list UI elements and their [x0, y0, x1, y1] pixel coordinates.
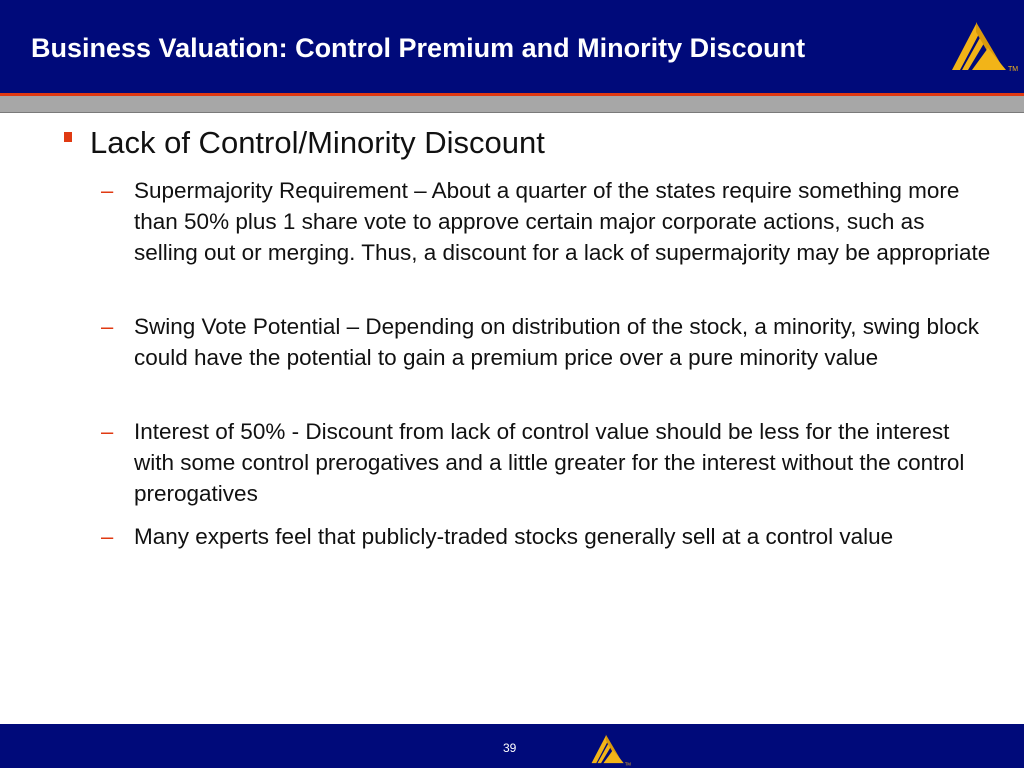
slide-title: Business Valuation: Control Premium and Minority Discount	[31, 33, 806, 63]
slide-header	[0, 0, 1024, 93]
dash-bullet-icon: –	[101, 524, 114, 549]
footer-logo	[588, 732, 632, 768]
logo-tm: TM	[1008, 66, 1019, 73]
header-divider	[0, 112, 1024, 113]
page-number: 39	[503, 741, 517, 755]
company-logo	[946, 18, 1020, 78]
dash-bullet-icon: –	[101, 178, 114, 203]
sub-bullet-text: Interest of 50% - Discount from lack of control value should be less for the interest with some control prerogatives and a little greater for the interest without the control prerogatives	[134, 419, 965, 506]
header-gray-stripe	[0, 96, 1024, 112]
main-bullet-heading: Lack of Control/Minority Discount	[90, 125, 545, 160]
square-bullet-icon	[64, 132, 72, 142]
dash-bullet-icon: –	[101, 419, 114, 444]
logo-tm: TM	[624, 761, 631, 767]
sub-bullet-text: Swing Vote Potential – Depending on distribution of the stock, a minority, swing block could have the potential to gain a premium price over a pure minority value	[134, 314, 980, 370]
sub-bullet-text: Supermajority Requirement – About a quarter of the states require something more than 50% plus 1 share vote to approve certain major corporate actions, such as selling out or merging. Thus, a discount for a lack of supermajority may be appropriate	[134, 178, 991, 265]
sub-bullet-text: Many experts feel that publicly-traded stocks generally sell at a control value	[134, 524, 894, 549]
dash-bullet-icon: –	[101, 314, 114, 339]
slide-footer	[0, 724, 1024, 768]
